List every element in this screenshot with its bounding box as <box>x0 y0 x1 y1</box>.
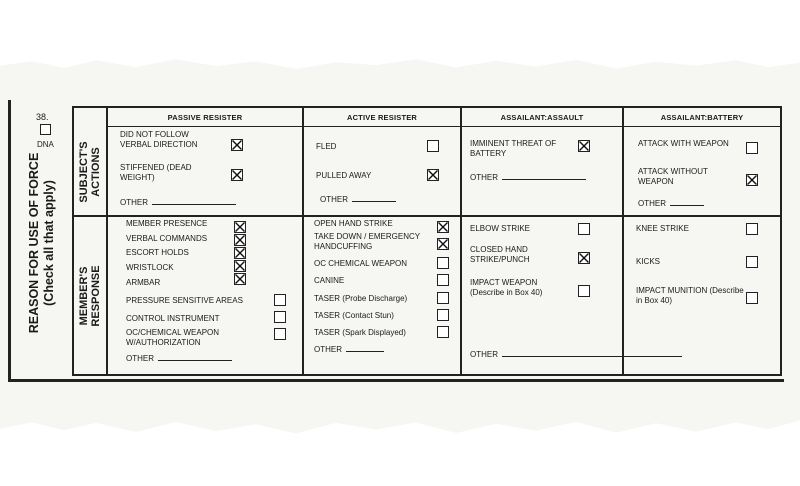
item-pressure-sensitive: PRESSURE SENSITIVE AREAS <box>126 296 243 305</box>
checked-checkbox[interactable] <box>437 221 449 233</box>
item-escort-holds: ESCORT HOLDS <box>126 248 189 257</box>
x-mark-icon <box>234 247 246 259</box>
item-taser-probe: TASER (Probe Discharge) <box>314 294 408 303</box>
item-armbar: ARMBAR <box>126 278 161 287</box>
header-assailant-assault: ASSAILANT:ASSAULT <box>500 113 584 122</box>
x-mark-icon <box>578 140 590 152</box>
item-wristlock: WRISTLOCK <box>126 263 174 272</box>
empty-checkbox[interactable] <box>437 326 449 338</box>
x-mark-icon <box>234 221 246 233</box>
x-mark-icon <box>578 252 590 264</box>
force-grid <box>72 106 782 376</box>
checked-checkbox[interactable] <box>578 252 590 264</box>
item-control-instrument: CONTROL INSTRUMENT <box>126 314 220 323</box>
x-mark-icon <box>234 260 246 272</box>
grid-divider <box>460 108 462 374</box>
item-taser-contact: TASER (Contact Stun) <box>314 311 394 320</box>
empty-checkbox[interactable] <box>437 274 449 286</box>
empty-checkbox[interactable] <box>578 223 590 235</box>
item-canine: CANINE <box>314 276 345 285</box>
item-attack-with-weapon: ATTACK WITH WEAPON <box>638 139 729 148</box>
empty-checkbox[interactable] <box>427 140 439 152</box>
checked-checkbox[interactable] <box>234 234 246 246</box>
x-mark-icon <box>231 139 243 151</box>
item-knee-strike: KNEE STRIKE <box>636 224 689 233</box>
box-number: 38. <box>36 112 49 122</box>
item-member-presence: MEMBER PRESENCE <box>126 219 208 228</box>
item-attack-without-weapon: ATTACK WITHOUT WEAPON <box>638 167 708 186</box>
item-fled: FLED <box>316 142 337 151</box>
checked-checkbox[interactable] <box>234 221 246 233</box>
item-open-hand-strike: OPEN HAND STRIKE <box>314 219 393 228</box>
empty-checkbox[interactable] <box>746 292 758 304</box>
grid-divider <box>106 108 108 374</box>
empty-checkbox[interactable] <box>274 311 286 323</box>
empty-checkbox[interactable] <box>274 294 286 306</box>
form-subtitle: (Check all that apply) <box>42 180 56 306</box>
checked-checkbox[interactable] <box>427 169 439 181</box>
form-title: REASON FOR USE OF FORCE <box>27 152 41 334</box>
empty-checkbox[interactable] <box>274 328 286 340</box>
x-mark-icon <box>234 234 246 246</box>
item-elbow-strike: ELBOW STRIKE <box>470 224 531 233</box>
header-passive-resister: PASSIVE RESISTER <box>167 113 243 122</box>
checked-checkbox[interactable] <box>234 247 246 259</box>
header-active-resister: ACTIVE RESISTER <box>346 113 418 122</box>
item-did-not-follow: DID NOT FOLLOW VERBAL DIRECTION <box>120 130 198 149</box>
item-verbal-commands: VERBAL COMMANDS <box>126 234 208 243</box>
section-members-response: MEMBER'S RESPONSE <box>78 264 102 327</box>
x-mark-icon <box>437 238 449 250</box>
other-field[interactable]: OTHER <box>470 349 682 360</box>
grid-divider <box>302 108 304 374</box>
empty-checkbox[interactable] <box>746 256 758 268</box>
checked-checkbox[interactable] <box>746 174 758 186</box>
item-stiffened: STIFFENED (DEAD WEIGHT) <box>120 163 192 182</box>
other-field[interactable]: OTHER <box>314 344 384 355</box>
item-impact-munition: IMPACT MUNITION (Describe in Box 40) <box>636 286 744 305</box>
x-mark-icon <box>427 169 439 181</box>
checked-checkbox[interactable] <box>234 260 246 272</box>
checked-checkbox[interactable] <box>437 238 449 250</box>
empty-checkbox[interactable] <box>437 309 449 321</box>
item-oc-chemical-weapon: OC CHEMICAL WEAPON <box>314 259 408 268</box>
x-mark-icon <box>231 169 243 181</box>
other-field[interactable]: OTHER <box>470 172 586 183</box>
x-mark-icon <box>234 273 246 285</box>
item-taser-spark: TASER (Spark Displayed) <box>314 328 406 337</box>
checked-checkbox[interactable] <box>578 140 590 152</box>
item-closed-hand-strike: CLOSED HAND STRIKE/PUNCH <box>470 245 530 264</box>
item-kicks: KICKS <box>636 257 661 266</box>
section-divider <box>74 215 780 217</box>
section-subjects-actions: SUBJECT'S ACTIONS <box>78 140 102 203</box>
item-pulled-away: PULLED AWAY <box>316 171 372 180</box>
dna-label: DNA <box>37 140 54 149</box>
x-mark-icon <box>437 221 449 233</box>
other-field[interactable]: OTHER <box>126 353 232 364</box>
item-oc-chemical-authorization: OC/CHEMICAL WEAPON W/AUTHORIZATION <box>126 328 220 347</box>
item-impact-weapon: IMPACT WEAPON (Describe in Box 40) <box>470 278 543 297</box>
checked-checkbox[interactable] <box>231 169 243 181</box>
checked-checkbox[interactable] <box>234 273 246 285</box>
item-imminent-threat: IMMINENT THREAT OF BATTERY <box>470 139 557 158</box>
empty-checkbox[interactable] <box>578 285 590 297</box>
empty-checkbox[interactable] <box>437 292 449 304</box>
dna-checkbox[interactable] <box>40 124 51 135</box>
other-field[interactable]: OTHER <box>320 194 396 205</box>
grid-divider <box>622 108 624 374</box>
header-assailant-battery: ASSAILANT:BATTERY <box>660 113 744 122</box>
item-take-down: TAKE DOWN / EMERGENCY HANDCUFFING <box>314 232 420 251</box>
other-field[interactable]: OTHER <box>638 198 704 209</box>
empty-checkbox[interactable] <box>746 223 758 235</box>
other-field[interactable]: OTHER <box>120 197 236 208</box>
x-mark-icon <box>746 174 758 186</box>
empty-checkbox[interactable] <box>437 257 449 269</box>
checked-checkbox[interactable] <box>231 139 243 151</box>
empty-checkbox[interactable] <box>746 142 758 154</box>
